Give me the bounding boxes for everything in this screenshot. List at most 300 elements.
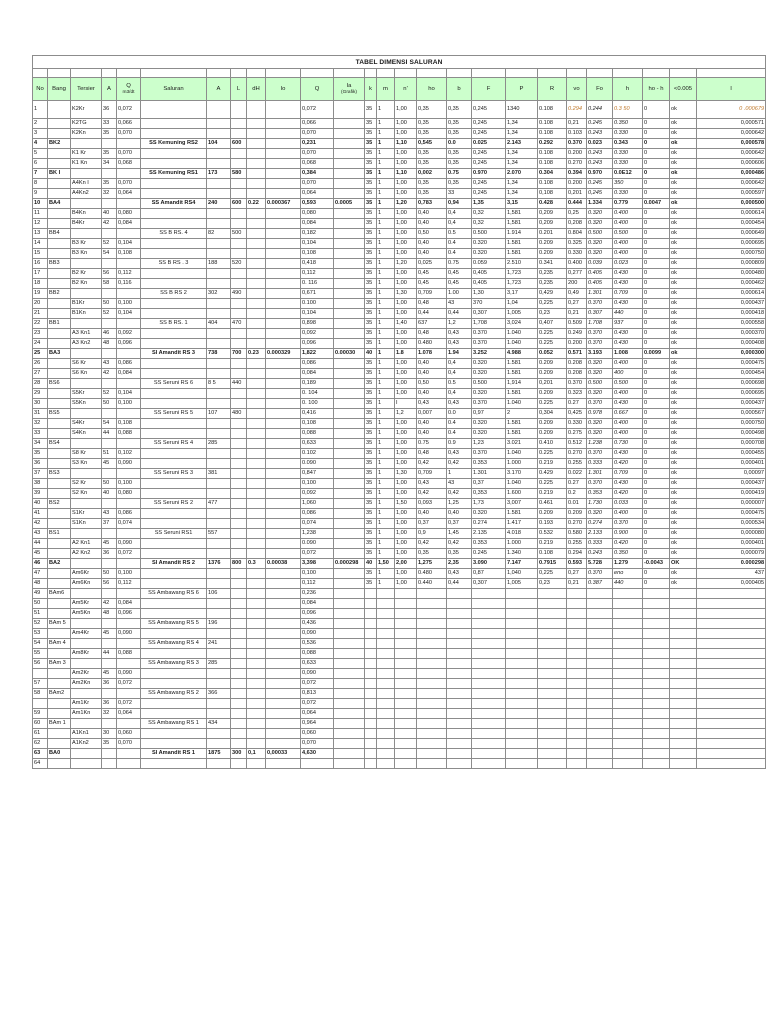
cell-ho-h: 0	[643, 139, 670, 149]
cell-ho: 0,40	[417, 429, 447, 439]
cell-check: ok	[670, 289, 697, 299]
cell-dh	[247, 279, 266, 289]
cell-i: 0,000405	[697, 579, 766, 589]
cell-no: 42	[33, 519, 48, 529]
cell-tersier: Am5Kr	[71, 599, 102, 609]
cell-n: 1,00	[395, 239, 417, 249]
cell-fo: 0.243	[587, 129, 613, 139]
cell-q: 0,072	[117, 549, 141, 559]
cell-check: ok	[670, 429, 697, 439]
cell-ho-h	[643, 759, 670, 769]
cell-m: 1	[377, 219, 395, 229]
cell-a-total	[207, 119, 231, 129]
cell-f: 1,23	[472, 439, 506, 449]
cell-q-total: 0,070	[301, 739, 334, 749]
cell-ia	[334, 509, 365, 519]
cell-ho-h: 0	[643, 519, 670, 529]
cell-bang: BS4	[48, 439, 71, 449]
cell-fo	[587, 629, 613, 639]
cell-tersier: Am1Kn	[71, 709, 102, 719]
cell-tersier: S1Kn	[71, 519, 102, 529]
cell-h: 0.0E12	[613, 169, 643, 179]
cell-q: 0,100	[117, 399, 141, 409]
cell-io	[266, 499, 301, 509]
cell-b: 0.0	[447, 139, 472, 149]
cell-q: 0,074	[117, 519, 141, 529]
cell-no: 27	[33, 369, 48, 379]
cell-p: 1.581	[506, 429, 538, 439]
cell-h	[613, 759, 643, 769]
cell-ho: 0,093	[417, 499, 447, 509]
cell-saluran: SS Seruni RS1	[141, 529, 207, 539]
cell-p: 1.581	[506, 359, 538, 369]
cell-h: 0.400	[613, 209, 643, 219]
cell-i: 0,000597	[697, 189, 766, 199]
cell-r: 0.209	[538, 359, 567, 369]
cell-a-total	[207, 519, 231, 529]
cell-h	[613, 629, 643, 639]
cell-i: 0,000437	[697, 399, 766, 409]
table-row	[33, 359, 766, 369]
cell-n	[395, 679, 417, 689]
cell-ia	[334, 179, 365, 189]
cell-dh: 0.3	[247, 559, 266, 569]
cell-f: 0,353	[472, 489, 506, 499]
cell-l	[231, 699, 247, 709]
cell-vo	[567, 679, 587, 689]
cell-a: 35	[102, 179, 117, 189]
cell-p: 2	[506, 409, 538, 419]
cell-fo: 0.333	[587, 539, 613, 549]
cell-tersier: Am1Kr	[71, 699, 102, 709]
cell-a	[102, 559, 117, 569]
cell-h: 0.343	[613, 139, 643, 149]
cell-b	[447, 739, 472, 749]
cell-n: 1,50	[395, 499, 417, 509]
cell-check: ok	[670, 139, 697, 149]
cell-check	[670, 679, 697, 689]
cell-r: 0.225	[538, 479, 567, 489]
cell-dh	[247, 239, 266, 249]
cell-b: 0.0	[447, 409, 472, 419]
cell-p	[506, 659, 538, 669]
cell-n: 1,00	[395, 519, 417, 529]
cell-bang	[48, 309, 71, 319]
cell-a	[102, 139, 117, 149]
cell-check: ok	[670, 449, 697, 459]
cell-f: 0.320	[472, 429, 506, 439]
cell-io	[266, 569, 301, 579]
cell-n	[395, 739, 417, 749]
cell-p: 3,024	[506, 319, 538, 329]
spacer-cell	[365, 69, 377, 78]
cell-ho-h	[643, 699, 670, 709]
cell-no: 6	[33, 159, 48, 169]
cell-io	[266, 599, 301, 609]
cell-h: 0.400	[613, 419, 643, 429]
cell-no: 44	[33, 539, 48, 549]
cell-k: 35	[365, 549, 377, 559]
cell-i: 0,000698	[697, 379, 766, 389]
cell-f: 0,405	[472, 279, 506, 289]
cell-a-total	[207, 399, 231, 409]
cell-n: 1,00	[395, 119, 417, 129]
cell-q: 0,108	[117, 419, 141, 429]
cell-r: 0,209	[538, 209, 567, 219]
table-row	[33, 399, 766, 409]
cell-n: 2,00	[395, 559, 417, 569]
cell-b	[447, 759, 472, 769]
cell-f	[472, 719, 506, 729]
cell-r	[538, 599, 567, 609]
cell-check: ok	[670, 459, 697, 469]
cell-l	[231, 679, 247, 689]
cell-ho: 0,43	[417, 399, 447, 409]
cell-io	[266, 649, 301, 659]
cell-q: 0,112	[117, 269, 141, 279]
header-ho	[417, 78, 447, 101]
cell-fo	[587, 709, 613, 719]
cell-b: 0,42	[447, 459, 472, 469]
cell-a	[102, 349, 117, 359]
cell-no: 55	[33, 649, 48, 659]
cell-l: 700	[231, 349, 247, 359]
cell-check: ok	[670, 509, 697, 519]
cell-ho-h: 0	[643, 149, 670, 159]
cell-a: 45	[102, 459, 117, 469]
cell-b: 0,43	[447, 339, 472, 349]
cell-vo: 0.255	[567, 459, 587, 469]
cell-bang	[48, 519, 71, 529]
cell-bang	[48, 329, 71, 339]
spacer-cell	[472, 69, 506, 78]
cell-m: 1	[377, 189, 395, 199]
cell-q-total: 0.090	[301, 459, 334, 469]
cell-vo	[567, 749, 587, 759]
cell-k: 35	[365, 369, 377, 379]
cell-tersier: A3 Kn2	[71, 339, 102, 349]
header-label: A	[216, 85, 221, 92]
cell-ho: 0,9	[417, 529, 447, 539]
cell-vo: 0.323	[567, 389, 587, 399]
cell-f: 0,245	[472, 149, 506, 159]
cell-f: 0.320	[472, 509, 506, 519]
cell-k: 35	[365, 409, 377, 419]
cell-ho-h: 0	[643, 179, 670, 189]
cell-fo: 0.320	[587, 209, 613, 219]
cell-h: 0.730	[613, 439, 643, 449]
cell-ia	[334, 329, 365, 339]
cell-q: 0,072	[117, 679, 141, 689]
cell-f: 0.025	[472, 139, 506, 149]
cell-m	[377, 669, 395, 679]
cell-i: 0,000080	[697, 529, 766, 539]
cell-tersier	[71, 689, 102, 699]
cell-p	[506, 719, 538, 729]
cell-bang: BS6	[48, 379, 71, 389]
table-row	[33, 369, 766, 379]
cell-l: 480	[231, 409, 247, 419]
cell-fo	[587, 669, 613, 679]
cell-n: I	[395, 399, 417, 409]
cell-ia	[334, 749, 365, 759]
cell-a: 32	[102, 189, 117, 199]
cell-h: 0.667	[613, 409, 643, 419]
cell-ia	[334, 439, 365, 449]
cell-vo: 0.593	[567, 559, 587, 569]
cell-dh	[247, 509, 266, 519]
cell-check: ok	[670, 209, 697, 219]
cell-r: 0.225	[538, 339, 567, 349]
cell-no: 9	[33, 189, 48, 199]
cell-r: 0.108	[538, 129, 567, 139]
cell-saluran	[141, 699, 207, 709]
cell-a	[102, 529, 117, 539]
cell-n	[395, 669, 417, 679]
table-row	[33, 559, 766, 569]
cell-ho-h: 0	[643, 101, 670, 119]
cell-q: 0,100	[117, 569, 141, 579]
cell-io	[266, 469, 301, 479]
cell-i: 0,000578	[697, 139, 766, 149]
cell-ia	[334, 629, 365, 639]
cell-io	[266, 399, 301, 409]
cell-vo: 0.208	[567, 369, 587, 379]
cell-i: 0,000007	[697, 499, 766, 509]
cell-i	[697, 689, 766, 699]
cell-p: 4.988	[506, 349, 538, 359]
cell-vo: 0.270	[567, 159, 587, 169]
cell-n: 1,00	[395, 269, 417, 279]
cell-k: 35	[365, 359, 377, 369]
cell-vo: 0.270	[567, 449, 587, 459]
cell-saluran	[141, 269, 207, 279]
cell-fo: 0.243	[587, 149, 613, 159]
cell-h: 0.350	[613, 119, 643, 129]
cell-ia	[334, 619, 365, 629]
cell-r	[538, 709, 567, 719]
cell-l	[231, 489, 247, 499]
cell-a: 44	[102, 429, 117, 439]
cell-q	[117, 529, 141, 539]
cell-vo: 0.512	[567, 439, 587, 449]
cell-k: 35	[365, 459, 377, 469]
cell-a	[102, 499, 117, 509]
cell-r	[538, 689, 567, 699]
header-saluran	[141, 78, 207, 101]
cell-r	[538, 669, 567, 679]
cell-saluran	[141, 249, 207, 259]
cell-io	[266, 539, 301, 549]
cell-a	[102, 379, 117, 389]
cell-dh	[247, 679, 266, 689]
cell-i	[697, 709, 766, 719]
cell-bang	[48, 459, 71, 469]
header-sublabel: m3/dt	[122, 89, 135, 95]
cell-i	[697, 679, 766, 689]
cell-a: 36	[102, 679, 117, 689]
cell-a-total	[207, 129, 231, 139]
cell-saluran	[141, 279, 207, 289]
cell-a-total	[207, 369, 231, 379]
cell-r: 0.341	[538, 259, 567, 269]
cell-tersier	[71, 469, 102, 479]
cell-dh: 0.22	[247, 199, 266, 209]
cell-bang	[48, 209, 71, 219]
cell-f: 0.353	[472, 459, 506, 469]
cell-i: 0,000462	[697, 279, 766, 289]
cell-f: 0.320	[472, 239, 506, 249]
header-label: P	[519, 85, 524, 92]
cell-q	[117, 379, 141, 389]
cell-fo: 1.730	[587, 499, 613, 509]
cell-n	[395, 599, 417, 609]
cell-saluran	[141, 489, 207, 499]
cell-no: 54	[33, 639, 48, 649]
header-label: <0.005	[673, 85, 693, 92]
cell-k	[365, 739, 377, 749]
cell-a-total	[207, 679, 231, 689]
cell-check	[670, 749, 697, 759]
cell-a-total	[207, 599, 231, 609]
cell-l	[231, 219, 247, 229]
cell-b: 0,35	[447, 129, 472, 139]
cell-m	[377, 689, 395, 699]
cell-f: 0.500	[472, 229, 506, 239]
cell-bang	[48, 649, 71, 659]
cell-k	[365, 709, 377, 719]
cell-saluran: SS Ambawang RS 1	[141, 719, 207, 729]
cell-saluran: SS B RS. 1	[141, 319, 207, 329]
cell-ho-h	[643, 629, 670, 639]
cell-f	[472, 759, 506, 769]
cell-q-total: 0,189	[301, 379, 334, 389]
table-row	[33, 199, 766, 209]
cell-b	[447, 609, 472, 619]
cell-n: 1,00	[395, 439, 417, 449]
cell-a-total	[207, 489, 231, 499]
cell-n	[395, 699, 417, 709]
cell-saluran: SS Ambawang RS 6	[141, 589, 207, 599]
cell-b: 0.5	[447, 229, 472, 239]
cell-vo: 0.275	[567, 429, 587, 439]
cell-m: 1	[377, 569, 395, 579]
cell-saluran: SS Ambawang RS 5	[141, 619, 207, 629]
cell-ho: 0,35	[417, 129, 447, 139]
cell-l	[231, 719, 247, 729]
cell-ho-h: 0.0047	[643, 199, 670, 209]
cell-dh	[247, 609, 266, 619]
cell-m: 1	[377, 519, 395, 529]
cell-r	[538, 659, 567, 669]
cell-dh	[247, 419, 266, 429]
cell-p: 1,581	[506, 209, 538, 219]
cell-a	[102, 469, 117, 479]
cell-a: 50	[102, 569, 117, 579]
cell-k	[365, 619, 377, 629]
cell-fo: 0.320	[587, 429, 613, 439]
cell-a: 43	[102, 509, 117, 519]
cell-ia	[334, 609, 365, 619]
cell-a	[102, 639, 117, 649]
cell-dh: 0.23	[247, 349, 266, 359]
cell-r: 0.209	[538, 509, 567, 519]
cell-bang: BB1	[48, 319, 71, 329]
cell-i	[697, 739, 766, 749]
cell-saluran: SS Seruni RS 4	[141, 439, 207, 449]
cell-vo: 0.400	[567, 259, 587, 269]
cell-tersier: S3 Kn	[71, 459, 102, 469]
table-row	[33, 229, 766, 239]
cell-io	[266, 239, 301, 249]
spacer-cell	[395, 69, 417, 78]
cell-k	[365, 629, 377, 639]
cell-no: 47	[33, 569, 48, 579]
cell-r: 0.108	[538, 149, 567, 159]
cell-a-total: 106	[207, 589, 231, 599]
cell-vo: 0.200	[567, 149, 587, 159]
cell-a	[102, 659, 117, 669]
cell-ho-h: 0	[643, 439, 670, 449]
cell-bang: BB4	[48, 229, 71, 239]
cell-k: 35	[365, 519, 377, 529]
cell-ho: 0,35	[417, 189, 447, 199]
cell-saluran	[141, 149, 207, 159]
cell-ho: 0,45	[417, 269, 447, 279]
cell-tersier: S5Kr	[71, 389, 102, 399]
cell-b: 0,94	[447, 199, 472, 209]
cell-i: 0,000079	[697, 549, 766, 559]
cell-ho-h: 0	[643, 359, 670, 369]
cell-k	[365, 689, 377, 699]
cell-ia	[334, 469, 365, 479]
cell-h: 0.430	[613, 269, 643, 279]
table-row	[33, 449, 766, 459]
cell-r: 0,429	[538, 289, 567, 299]
cell-saluran	[141, 739, 207, 749]
cell-bang	[48, 479, 71, 489]
cell-vo	[567, 659, 587, 669]
cell-io	[266, 759, 301, 769]
cell-a-total	[207, 239, 231, 249]
cell-saluran: SI Amandit RS 2	[141, 559, 207, 569]
cell-n: 1.8	[395, 349, 417, 359]
cell-io	[266, 299, 301, 309]
table-row	[33, 309, 766, 319]
cell-r: 0.201	[538, 229, 567, 239]
cell-b	[447, 669, 472, 679]
cell-tersier	[71, 349, 102, 359]
table-row	[33, 319, 766, 329]
cell-a: 43	[102, 359, 117, 369]
cell-vo	[567, 759, 587, 769]
cell-a-total	[207, 419, 231, 429]
cell-m	[377, 679, 395, 689]
cell-i: 0,000809	[697, 259, 766, 269]
cell-a-total	[207, 449, 231, 459]
spacer-cell	[538, 69, 567, 78]
cell-i	[697, 589, 766, 599]
cell-io	[266, 579, 301, 589]
cell-q: 0,088	[117, 429, 141, 439]
cell-b	[447, 649, 472, 659]
table-row	[33, 159, 766, 169]
cell-f	[472, 689, 506, 699]
cell-q: 0,070	[117, 179, 141, 189]
cell-vo	[567, 689, 587, 699]
cell-b	[447, 749, 472, 759]
cell-io: 0.000367	[266, 199, 301, 209]
